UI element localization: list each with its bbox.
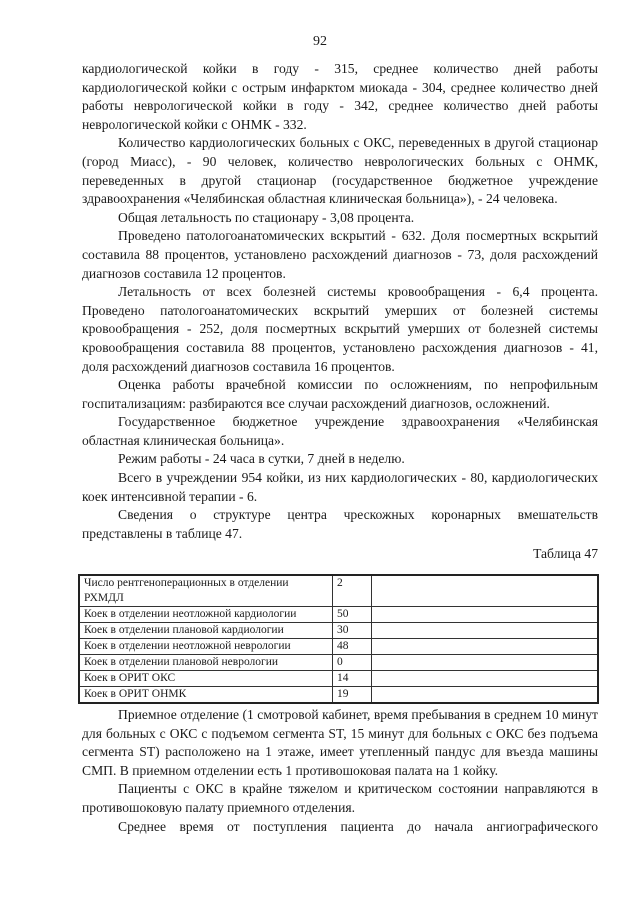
paragraph: Летальность от всех болезней системы кровообращения - 6,4 процента. Проведено патологоанатомических вскрытий умерших от болезней системы кровообращения - 252, доля посмертных вскрытий умерших от болезней системы кровообращения составила 88 процентов, установлено расхождения диагнозов - 41, доля расхождений диагнозов составила 16 процентов. xyxy=(82,284,598,374)
table-row xyxy=(79,623,598,639)
table-row xyxy=(79,687,598,704)
paragraph: Приемное отделение (1 смотровой кабинет, время пребывания в среднем 10 минут для больных с ОКС с подъемом сегмента ST, 15 минут для больных с ОКС без подъема сегмента ST) расположено на 1 этаже, имеет утепленный пандус для въезда машины СМП. В приемном отделении есть 1 противошоковая палата на 1 койку. xyxy=(82,707,598,778)
paragraphs-top xyxy=(82,60,598,543)
table-cell-label: Коек в отделении неотложной кардиологии xyxy=(79,607,333,623)
paragraph: Сведения о структуре центра чрескожных коронарных вмешательств представлены в таблице 47. xyxy=(82,507,598,541)
table-cell-label: Коек в отделении плановой кардиологии xyxy=(79,623,333,639)
table-row xyxy=(79,607,598,623)
table-cell-empty xyxy=(372,687,599,704)
paragraph: Общая летальность по стационару - 3,08 процента. xyxy=(118,209,415,225)
data-table xyxy=(78,574,599,704)
table-cell-empty xyxy=(372,639,599,655)
table-row xyxy=(79,575,598,607)
document-body xyxy=(82,60,598,836)
paragraph: Среднее время от поступления пациента до начала ангиографического xyxy=(118,818,598,834)
page-number: 92 xyxy=(313,34,327,49)
table-cell-label: Коек в отделении плановой неврологии xyxy=(79,655,333,671)
paragraph: кардиологической койки в году - 315, среднее количество дней работы кардиологической койки с острым инфарктом миокада - 304, среднее количество дней работы неврологической койки в году - 342, среднее количество дней работы неврологической койки с ОНМК - 332. xyxy=(82,61,598,132)
paragraph: Режим работы - 24 часа в сутки, 7 дней в неделю. xyxy=(118,451,405,467)
paragraphs-bottom xyxy=(82,706,598,836)
paragraph: Всего в учреждении 954 койки, из них кардиологических - 80, кардиологических коек интенсивной терапии - 6. xyxy=(82,470,598,504)
table-row xyxy=(79,639,598,655)
table-cell-label: Коек в ОРИТ ОКС xyxy=(79,671,333,687)
paragraph: Пациенты с ОКС в крайне тяжелом и критическом состоянии направляются в противошоковую палату приемного отделения. xyxy=(82,781,598,815)
paragraph: Государственное бюджетное учреждение здравоохранения «Челябинская областная клиническая больница». xyxy=(82,414,598,448)
table-cell-value: 2 xyxy=(333,575,372,607)
table-cell-empty xyxy=(372,575,599,607)
table-cell-empty xyxy=(372,623,599,639)
table-cell-empty xyxy=(372,655,599,671)
paragraph: Проведено патологоанатомических вскрытий - 632. Доля посмертных вскрытий составила 88 процентов, установлено расхождений диагнозов - 73, доля расхождений диагнозов составила 12 процентов. xyxy=(82,228,598,281)
paragraph: Оценка работы врачебной комиссии по осложнениям, по непрофильным госпитализациям: разбираются все случаи расхождений диагнозов, осложнений. xyxy=(82,377,598,411)
table-cell-label: Коек в отделении неотложной неврологии xyxy=(79,639,333,655)
table-row xyxy=(79,671,598,687)
table-caption: Таблица 47 xyxy=(533,546,598,562)
table-row xyxy=(79,655,598,671)
table-cell-label: Коек в ОРИТ ОНМК xyxy=(79,687,333,704)
table-cell-value: 0 xyxy=(333,655,372,671)
table-cell-value: 14 xyxy=(333,671,372,687)
table-cell-label: Число рентгеноперационных в отделении РХМДЛ xyxy=(79,575,333,607)
paragraph: Количество кардиологических больных с ОКС, переведенных в другой стационар (город Миасс), - 90 человек, количество неврологических больных с ОНМК, переведенных в другой стационар (государственное бюджетное учреждение здравоохранения «Челябинская областная клиническая больница»), - 24 человека. xyxy=(82,135,598,207)
table-cell-empty xyxy=(372,607,599,623)
table-cell-empty xyxy=(372,671,599,687)
table-cell-value: 48 xyxy=(333,639,372,655)
table-cell-value: 30 xyxy=(333,623,372,639)
table-cell-value: 50 xyxy=(333,607,372,623)
table-cell-value: 19 xyxy=(333,687,372,704)
